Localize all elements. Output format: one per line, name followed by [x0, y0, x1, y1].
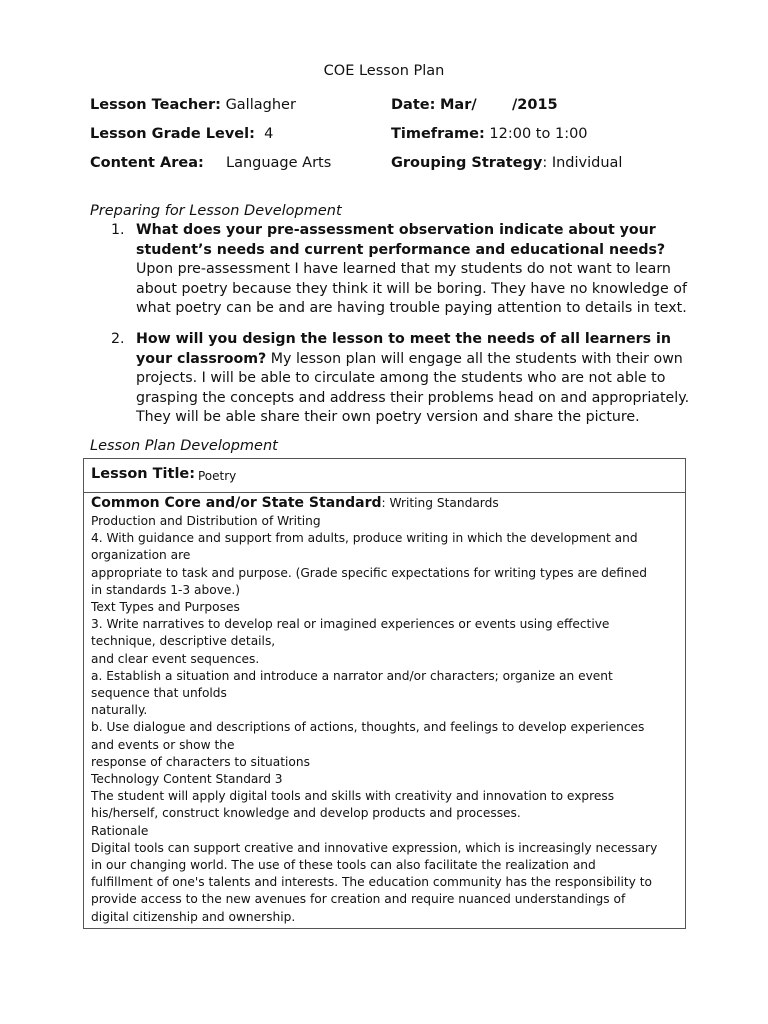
- standard-line: technique, descriptive details,: [91, 634, 276, 649]
- lesson-teacher-field: [90, 97, 296, 113]
- content-area-field: [90, 155, 204, 171]
- standard-line: appropriate to task and purpose. (Grade specific expectations for writing types are defined: [91, 565, 647, 580]
- standard-heading: [91, 493, 679, 513]
- lesson-plan-table: [83, 458, 686, 929]
- standard-value: : Writing Standards: [381, 496, 499, 510]
- grouping-strategy-field: [391, 155, 622, 171]
- date-field: [391, 97, 558, 113]
- document-title: COE Lesson Plan: [323, 63, 445, 79]
- standard-line: fulfillment of one's talents and interests. The education community has the responsibility to: [91, 875, 653, 890]
- date-value: Mar/ /2015: [440, 97, 558, 113]
- standard-line: The student will apply digital tools and skills with creativity and innovation to express: [91, 789, 615, 804]
- standard-line: and events or show the: [91, 737, 235, 752]
- standard-line: in our changing world. The use of these tools can also facilitate the realization and: [91, 858, 596, 873]
- standard-line: naturally.: [91, 703, 148, 718]
- question-1-prompt: What does your pre-assessment observation indicate about your student’s needs and current performance and educational needs?: [136, 222, 666, 258]
- development-heading: Lesson Plan Development: [90, 438, 278, 454]
- standard-line: sequence that unfolds: [91, 686, 227, 701]
- timeframe-field: [391, 126, 588, 142]
- grouping-strategy-label: Grouping Strategy: [391, 155, 543, 171]
- grade-level-value: 4: [264, 126, 274, 142]
- standard-line: Production and Distribution of Writing: [91, 514, 321, 528]
- lesson-teacher-label: Lesson Teacher:: [90, 97, 221, 113]
- question-2-prompt: How will you design the lesson to meet the needs of all learners in your classroom?: [136, 331, 671, 367]
- standard-line: digital citizenship and ownership.: [91, 909, 296, 924]
- standard-line: response of characters to situations: [91, 754, 310, 769]
- grade-level-field: [90, 126, 273, 142]
- question-1-answer: Upon pre-assessment I have learned that my students do not want to learn about poetry because they think it will be boring. They have no knowledge of what poetry can be and are having trouble paying attention to details in text.: [136, 261, 687, 316]
- content-area-value-wrap: [226, 155, 331, 171]
- standard-line: Text Types and Purposes: [91, 600, 240, 615]
- question-2-answer: My lesson plan will engage all the students with their own projects. I will be able to circulate among the students who are not able to grasping the concepts and address their problems head on and appropriately. They will be able share their own poetry version and share the picture.: [136, 350, 690, 425]
- standard-line: Technology Content Standard 3: [91, 772, 283, 787]
- question-2-number: 2.: [111, 331, 125, 347]
- timeframe-value: 12:00 to 1:00: [489, 126, 588, 142]
- standard-line: Digital tools can support creative and innovative expression, which is increasingly necessary: [91, 840, 658, 855]
- standard-line: 3. Write narratives to develop real or imagined experiences or events using effective: [91, 617, 610, 632]
- standard-line: 4. With guidance and support from adults, produce writing in which the development and: [91, 531, 638, 546]
- lesson-title-row: [84, 459, 685, 493]
- grouping-strategy-value: : Individual: [542, 155, 623, 171]
- standard-line: in standards 1-3 above.): [91, 582, 241, 597]
- standard-line: organization are: [91, 548, 191, 563]
- preparing-heading: Preparing for Lesson Development: [90, 203, 342, 219]
- question-2: [111, 330, 696, 428]
- content-area-value: Language Arts: [226, 155, 332, 171]
- question-1-number: 1.: [111, 222, 125, 238]
- standard-line: a. Establish a situation and introduce a narrator and/or characters; organize an event: [91, 668, 613, 683]
- lesson-teacher-value: Gallagher: [225, 97, 296, 113]
- standard-line: Rationale: [91, 823, 149, 838]
- question-1: [111, 221, 696, 319]
- grade-level-label: Lesson Grade Level:: [90, 126, 255, 142]
- lesson-title-value: Poetry: [198, 469, 237, 483]
- lesson-title-label: Lesson Title:: [91, 466, 196, 482]
- standard-line: and clear event sequences.: [91, 651, 260, 666]
- standard-label: Common Core and/or State Standard: [91, 495, 382, 511]
- standard-text: [91, 513, 679, 926]
- standards-row: [84, 493, 685, 928]
- timeframe-label: Timeframe:: [391, 126, 485, 142]
- standard-line: his/herself, construct knowledge and develop products and processes.: [91, 806, 521, 821]
- content-area-label: Content Area:: [90, 155, 204, 171]
- standard-line: b. Use dialogue and descriptions of actions, thoughts, and feelings to develop experiences: [91, 720, 645, 735]
- standard-line: provide access to the new avenues for creation and require nuanced understandings of: [91, 892, 626, 907]
- date-label: Date:: [391, 97, 436, 113]
